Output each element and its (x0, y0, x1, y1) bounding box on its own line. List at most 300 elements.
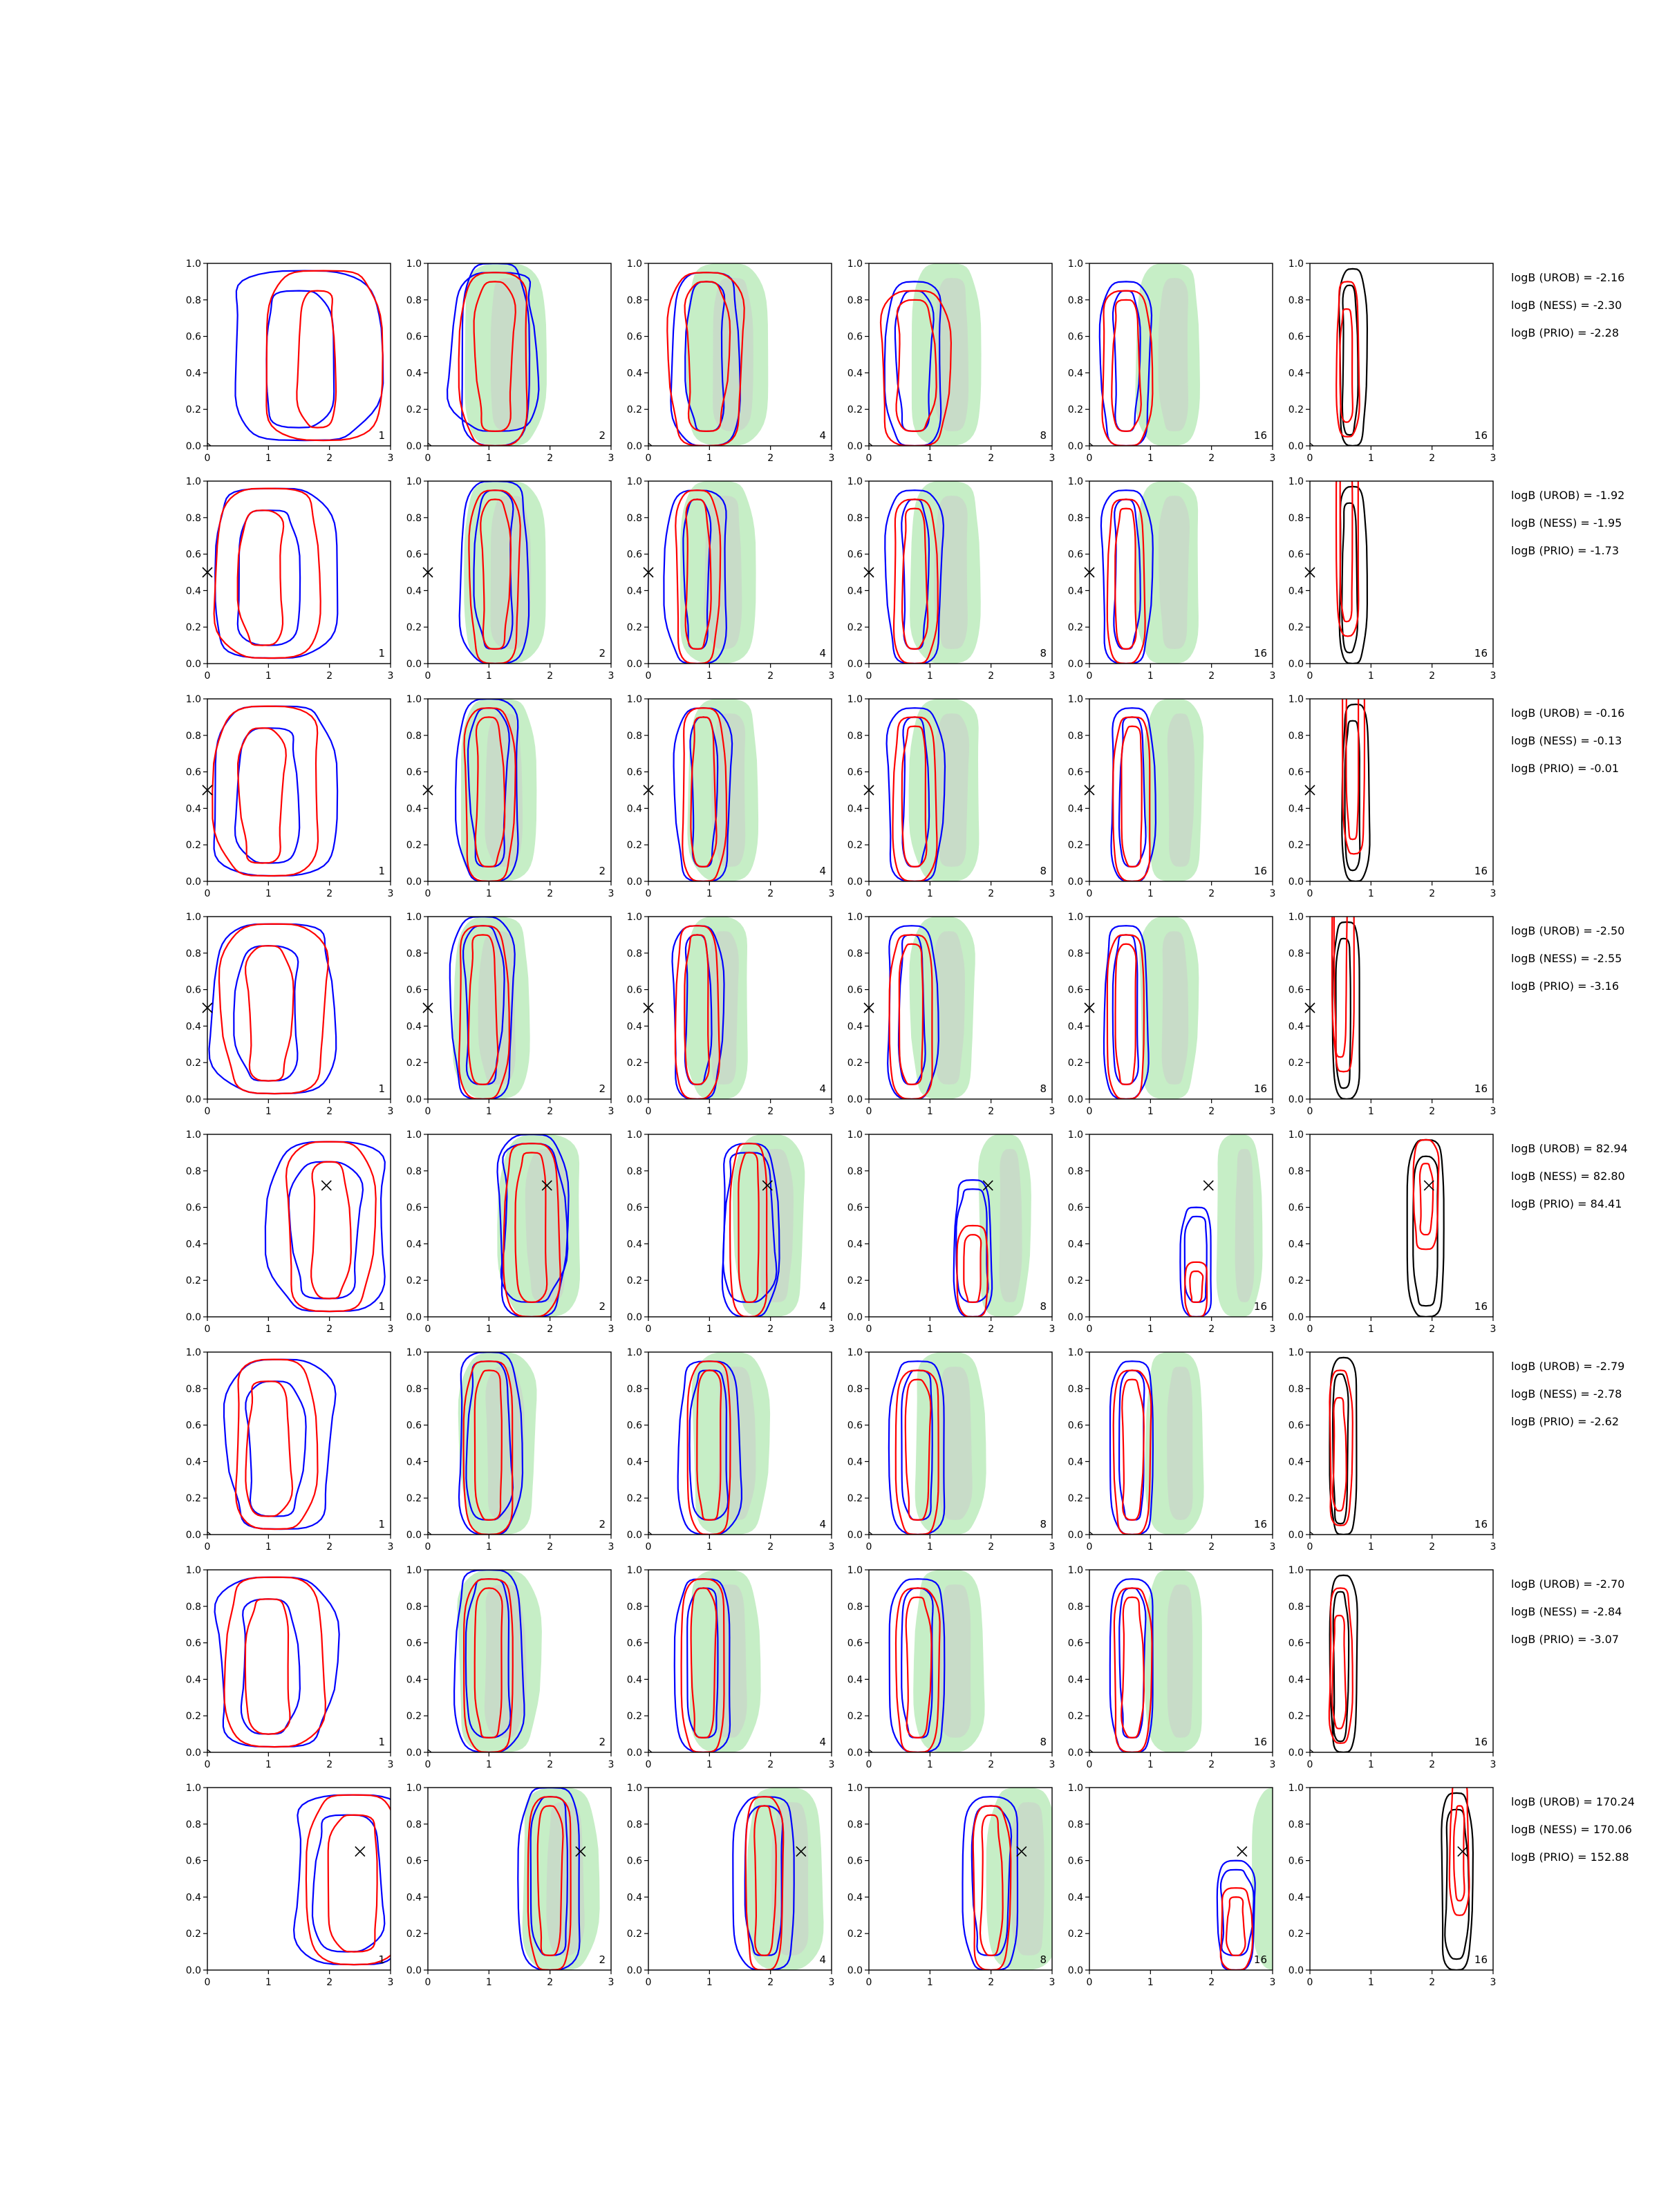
x-tick-label: 1 (1367, 453, 1374, 464)
y-tick-label: 0.6 (406, 767, 422, 778)
y-tick-label: 0.6 (1288, 1202, 1304, 1214)
x-tick-label: 2 (326, 1106, 333, 1117)
panel-label: 16 (1253, 865, 1267, 877)
y-tick-label: 1.0 (626, 694, 642, 705)
y-tick-label: 1.0 (406, 1565, 422, 1576)
panel-label: 16 (1474, 1300, 1488, 1313)
x-tick-label: 1 (1147, 1977, 1154, 1988)
y-tick-label: 0.6 (1288, 1638, 1304, 1649)
x-tick-label: 2 (1429, 1977, 1436, 1988)
y-tick-label: 0.0 (406, 659, 422, 670)
gray-prior-region (1159, 278, 1188, 431)
y-tick-label: 0.6 (626, 1420, 642, 1432)
x-tick-label: 3 (828, 1759, 835, 1770)
y-tick-label: 0.8 (185, 730, 201, 742)
y-tick-label: 0.6 (1067, 1420, 1083, 1432)
y-tick-label: 0.6 (406, 331, 422, 343)
y-tick-label: 0.8 (847, 294, 863, 306)
y-tick-label: 0.4 (185, 1674, 201, 1686)
y-tick-label: 1.0 (1067, 1130, 1083, 1141)
panel-label: 1 (378, 1736, 385, 1748)
x-tick-label: 3 (828, 1324, 835, 1335)
y-tick-label: 0.4 (1288, 368, 1304, 379)
y-tick-label: 0.2 (847, 1058, 863, 1069)
panel-label: 16 (1253, 647, 1267, 659)
y-tick-label: 0.6 (1288, 1855, 1304, 1867)
x-tick-label: 1 (265, 1324, 272, 1335)
y-tick-label: 0.6 (1067, 549, 1083, 561)
y-tick-label: 0.4 (1288, 803, 1304, 815)
y-tick-label: 1.0 (406, 1783, 422, 1794)
y-tick-label: 0.0 (185, 1965, 201, 1976)
x-tick-label: 0 (424, 453, 431, 464)
y-tick-label: 1.0 (1067, 259, 1083, 270)
y-tick-label: 0.6 (406, 549, 422, 561)
y-tick-label: 1.0 (1067, 1347, 1083, 1358)
y-tick-label: 0.8 (185, 512, 201, 524)
y-tick-label: 0.0 (406, 1965, 422, 1976)
gray-prior-region (1168, 1584, 1193, 1738)
x-tick-label: 0 (204, 1977, 211, 1988)
y-tick-label: 1.0 (185, 259, 201, 270)
y-tick-label: 0.2 (847, 1275, 863, 1287)
y-tick-label: 0.0 (406, 441, 422, 452)
x-tick-label: 3 (387, 453, 394, 464)
y-tick-label: 0.0 (185, 1747, 201, 1759)
x-tick-label: 2 (988, 1106, 995, 1117)
y-tick-label: 0.8 (1067, 1601, 1083, 1613)
panel-label: 1 (378, 1518, 385, 1530)
panel-label: 16 (1474, 1082, 1488, 1095)
y-tick-label: 1.0 (1067, 476, 1083, 487)
logb-value: logB (PRIO) = 152.88 (1511, 1850, 1629, 1864)
y-tick-label: 0.8 (1067, 1165, 1083, 1177)
y-tick-label: 0.6 (1288, 767, 1304, 778)
y-tick-label: 0.6 (1067, 1855, 1083, 1867)
logb-value: logB (UROB) = -2.50 (1511, 924, 1625, 937)
x-tick-label: 3 (1490, 671, 1497, 682)
x-tick-label: 2 (767, 1759, 774, 1770)
x-tick-label: 3 (1049, 1324, 1056, 1335)
y-tick-label: 1.0 (626, 259, 642, 270)
y-tick-label: 0.0 (406, 1094, 422, 1105)
x-tick-label: 2 (547, 671, 554, 682)
x-tick-label: 3 (1049, 1106, 1056, 1117)
y-tick-label: 0.8 (1288, 730, 1304, 742)
y-tick-label: 0.8 (406, 1819, 422, 1830)
x-tick-label: 0 (645, 1759, 652, 1770)
x-tick-label: 2 (326, 1324, 333, 1335)
x-tick-label: 2 (988, 1541, 995, 1553)
y-tick-label: 0.6 (847, 1855, 863, 1867)
y-tick-label: 0.8 (847, 948, 863, 959)
y-tick-label: 0.6 (185, 331, 201, 343)
y-tick-label: 0.6 (847, 1638, 863, 1649)
y-tick-label: 0.0 (847, 441, 863, 452)
y-tick-label: 0.6 (185, 549, 201, 561)
y-tick-label: 0.0 (626, 1094, 642, 1105)
y-tick-label: 1.0 (626, 1130, 642, 1141)
x-tick-label: 3 (608, 1977, 615, 1988)
x-tick-label: 1 (706, 1541, 713, 1553)
x-tick-label: 1 (1147, 1759, 1154, 1770)
y-tick-label: 0.8 (626, 730, 642, 742)
x-tick-label: 3 (1049, 453, 1056, 464)
y-tick-label: 1.0 (626, 1783, 642, 1794)
x-tick-label: 1 (1147, 453, 1154, 464)
x-tick-label: 2 (767, 1977, 774, 1988)
x-tick-label: 0 (1086, 1324, 1093, 1335)
x-tick-label: 1 (926, 1106, 933, 1117)
x-tick-label: 2 (988, 453, 995, 464)
y-tick-label: 0.2 (1288, 1929, 1304, 1940)
x-tick-label: 2 (767, 888, 774, 899)
plot-area (518, 1788, 599, 1970)
x-tick-label: 1 (926, 888, 933, 899)
logb-value: logB (NESS) = -1.95 (1511, 516, 1622, 529)
x-tick-label: 2 (1208, 671, 1215, 682)
y-tick-label: 1.0 (847, 1130, 863, 1141)
panel-label: 2 (599, 1736, 606, 1748)
y-tick-label: 0.2 (847, 1711, 863, 1723)
x-tick-label: 1 (926, 453, 933, 464)
y-tick-label: 0.0 (847, 659, 863, 670)
x-tick-label: 3 (1490, 1106, 1497, 1117)
y-tick-label: 0.8 (1288, 294, 1304, 306)
y-tick-label: 0.0 (626, 659, 642, 670)
y-tick-label: 0.2 (626, 840, 642, 852)
logb-value: logB (PRIO) = -3.16 (1511, 980, 1619, 993)
y-tick-label: 0.4 (406, 1892, 422, 1904)
y-tick-label: 0.0 (185, 441, 201, 452)
x-tick-label: 1 (1367, 888, 1374, 899)
y-tick-label: 1.0 (185, 694, 201, 705)
y-tick-label: 0.2 (406, 404, 422, 416)
y-tick-label: 1.0 (406, 1130, 422, 1141)
y-tick-label: 0.6 (847, 1420, 863, 1432)
logb-value: logB (NESS) = -2.55 (1511, 952, 1622, 965)
y-tick-label: 0.8 (1288, 1601, 1304, 1613)
x-tick-label: 0 (1306, 1324, 1313, 1335)
y-tick-label: 0.8 (185, 294, 201, 306)
x-tick-label: 3 (608, 888, 615, 899)
x-tick-label: 0 (204, 1759, 211, 1770)
y-tick-label: 0.0 (1067, 1747, 1083, 1759)
x-tick-label: 2 (988, 1977, 995, 1988)
x-tick-label: 2 (767, 1324, 774, 1335)
x-tick-label: 0 (424, 1977, 431, 1988)
y-tick-label: 0.6 (626, 549, 642, 561)
y-tick-label: 0.4 (1288, 1674, 1304, 1686)
x-tick-label: 3 (1490, 888, 1497, 899)
y-tick-label: 0.4 (1288, 1456, 1304, 1468)
y-tick-label: 0.2 (626, 622, 642, 634)
x-tick-label: 0 (424, 888, 431, 899)
gray-prior-region (771, 1802, 809, 1956)
x-tick-label: 0 (865, 1324, 872, 1335)
y-tick-label: 0.0 (1288, 659, 1304, 670)
x-tick-label: 1 (265, 453, 272, 464)
y-tick-label: 0.6 (185, 1202, 201, 1214)
plot-area (664, 481, 756, 664)
gray-prior-region (713, 278, 753, 431)
logb-value: logB (NESS) = -0.13 (1511, 734, 1622, 747)
y-tick-label: 0.4 (847, 585, 863, 597)
y-tick-label: 0.8 (406, 1383, 422, 1395)
panel-label: 8 (1040, 1082, 1047, 1095)
y-tick-label: 0.0 (185, 877, 201, 888)
y-tick-label: 1.0 (185, 1783, 201, 1794)
y-tick-label: 0.0 (626, 1312, 642, 1323)
y-tick-label: 0.0 (1067, 877, 1083, 888)
y-tick-label: 1.0 (1288, 1130, 1304, 1141)
y-tick-label: 0.0 (847, 1965, 863, 1976)
y-tick-label: 0.8 (1288, 1383, 1304, 1395)
y-tick-label: 0.4 (406, 368, 422, 379)
x-tick-label: 2 (1429, 1541, 1436, 1553)
x-tick-label: 2 (326, 888, 333, 899)
y-tick-label: 0.4 (406, 1674, 422, 1686)
logb-value: logB (UROB) = 170.24 (1511, 1795, 1635, 1808)
x-tick-label: 2 (1429, 888, 1436, 899)
y-tick-label: 1.0 (1288, 476, 1304, 487)
x-tick-label: 1 (265, 1106, 272, 1117)
x-tick-label: 1 (1367, 1977, 1374, 1988)
y-tick-label: 0.4 (626, 368, 642, 379)
panel-label: 2 (599, 1082, 606, 1095)
y-tick-label: 0.4 (1288, 1239, 1304, 1250)
y-tick-label: 1.0 (626, 476, 642, 487)
panel-label: 16 (1474, 865, 1488, 877)
x-tick-label: 3 (1049, 671, 1056, 682)
y-tick-label: 0.4 (626, 1239, 642, 1250)
x-tick-label: 1 (1147, 671, 1154, 682)
y-tick-label: 0.6 (626, 331, 642, 343)
y-tick-label: 0.2 (1288, 1711, 1304, 1723)
x-tick-label: 0 (1306, 888, 1313, 899)
y-tick-label: 0.6 (626, 984, 642, 996)
y-tick-label: 0.6 (1288, 549, 1304, 561)
x-tick-label: 0 (645, 888, 652, 899)
x-tick-label: 1 (1367, 1541, 1374, 1553)
y-tick-label: 0.6 (626, 1202, 642, 1214)
y-tick-label: 0.8 (1067, 730, 1083, 742)
x-tick-label: 1 (1367, 1324, 1374, 1335)
y-tick-label: 0.2 (1067, 1493, 1083, 1505)
y-tick-label: 0.4 (185, 803, 201, 815)
y-tick-label: 0.0 (626, 1747, 642, 1759)
x-tick-label: 0 (204, 1324, 211, 1335)
y-tick-label: 1.0 (1067, 1783, 1083, 1794)
x-tick-label: 3 (1269, 1324, 1276, 1335)
gray-prior-region (1235, 1149, 1255, 1302)
x-tick-label: 2 (1208, 1106, 1215, 1117)
panel-label: 8 (1040, 1300, 1047, 1313)
y-tick-label: 0.8 (626, 294, 642, 306)
panel-label: 1 (378, 647, 385, 659)
y-tick-label: 0.0 (626, 441, 642, 452)
panel-label: 16 (1474, 1518, 1488, 1530)
y-tick-label: 0.8 (1067, 1383, 1083, 1395)
y-tick-label: 0.0 (626, 877, 642, 888)
y-tick-label: 0.6 (626, 1855, 642, 1867)
y-tick-label: 0.6 (1067, 767, 1083, 778)
y-tick-label: 0.2 (406, 840, 422, 852)
y-tick-label: 0.6 (185, 767, 201, 778)
y-tick-label: 0.4 (1067, 1674, 1083, 1686)
panel-label: 2 (599, 429, 606, 442)
y-tick-label: 0.4 (626, 803, 642, 815)
x-tick-label: 3 (1490, 1759, 1497, 1770)
y-tick-label: 0.4 (626, 585, 642, 597)
y-tick-label: 0.8 (1067, 1819, 1083, 1830)
y-tick-label: 0.2 (847, 840, 863, 852)
gray-prior-region (1000, 1149, 1022, 1302)
y-tick-label: 0.8 (847, 1819, 863, 1830)
x-tick-label: 2 (1208, 1759, 1215, 1770)
x-tick-label: 1 (706, 1977, 713, 1988)
y-tick-label: 0.4 (847, 368, 863, 379)
x-tick-label: 1 (1147, 888, 1154, 899)
y-tick-label: 1.0 (1288, 1783, 1304, 1794)
y-tick-label: 0.2 (185, 1275, 201, 1287)
x-tick-label: 0 (865, 888, 872, 899)
panel-label: 1 (378, 429, 385, 442)
x-tick-label: 2 (547, 453, 554, 464)
plot-area (454, 1570, 542, 1752)
plot-area (497, 1134, 580, 1317)
logb-value: logB (NESS) = -2.78 (1511, 1387, 1622, 1400)
y-tick-label: 0.8 (185, 1601, 201, 1613)
x-tick-label: 1 (1367, 1759, 1374, 1770)
x-tick-label: 3 (387, 1324, 394, 1335)
panel-label: 8 (1040, 865, 1047, 877)
x-tick-label: 2 (547, 1759, 554, 1770)
logb-value: logB (UROB) = 82.94 (1511, 1142, 1628, 1155)
y-tick-label: 0.0 (406, 877, 422, 888)
y-tick-label: 0.6 (1067, 1202, 1083, 1214)
x-tick-label: 3 (387, 1977, 394, 1988)
x-tick-label: 0 (1306, 1977, 1313, 1988)
logb-value: logB (PRIO) = -2.28 (1511, 326, 1619, 339)
x-tick-label: 3 (1269, 1977, 1276, 1988)
y-tick-label: 0.2 (626, 1929, 642, 1940)
y-tick-label: 0.6 (847, 549, 863, 561)
x-tick-label: 1 (485, 1977, 492, 1988)
y-tick-label: 0.8 (406, 512, 422, 524)
y-tick-label: 0.4 (1067, 1456, 1083, 1468)
x-tick-label: 2 (767, 1106, 774, 1117)
y-tick-label: 0.0 (1067, 1094, 1083, 1105)
x-tick-label: 3 (608, 1324, 615, 1335)
y-tick-label: 0.6 (1288, 331, 1304, 343)
y-tick-label: 0.0 (1288, 1747, 1304, 1759)
gray-prior-region (485, 1367, 524, 1520)
y-tick-label: 0.8 (406, 948, 422, 959)
y-tick-label: 1.0 (185, 912, 201, 923)
x-tick-label: 3 (1269, 1759, 1276, 1770)
x-tick-label: 2 (1208, 888, 1215, 899)
logb-value: logB (UROB) = -0.16 (1511, 706, 1625, 720)
x-tick-label: 1 (485, 1106, 492, 1117)
y-tick-label: 0.2 (626, 1058, 642, 1069)
logb-value: logB (NESS) = -2.30 (1511, 299, 1622, 312)
x-tick-label: 2 (767, 671, 774, 682)
x-tick-label: 1 (706, 1324, 713, 1335)
logb-value: logB (PRIO) = -2.62 (1511, 1415, 1619, 1428)
x-tick-label: 2 (767, 1541, 774, 1553)
x-tick-label: 2 (1429, 671, 1436, 682)
plot-area (1101, 481, 1199, 664)
plot-area (450, 917, 530, 1099)
panel-label: 16 (1253, 1736, 1267, 1748)
x-tick-label: 2 (547, 1977, 554, 1988)
y-tick-label: 0.0 (626, 1530, 642, 1541)
x-tick-label: 2 (1208, 1977, 1215, 1988)
y-tick-label: 0.4 (626, 1674, 642, 1686)
x-tick-label: 3 (1049, 1759, 1056, 1770)
x-tick-label: 0 (865, 1106, 872, 1117)
x-tick-label: 2 (988, 1759, 995, 1770)
y-tick-label: 0.4 (847, 1456, 863, 1468)
y-tick-label: 0.2 (185, 840, 201, 852)
y-tick-label: 0.0 (1067, 1965, 1083, 1976)
y-tick-label: 0.0 (626, 1965, 642, 1976)
y-tick-label: 1.0 (626, 1347, 642, 1358)
y-tick-label: 1.0 (626, 1565, 642, 1576)
panel-label: 8 (1040, 1518, 1047, 1530)
y-tick-label: 0.0 (1288, 1312, 1304, 1323)
y-tick-label: 0.2 (626, 1493, 642, 1505)
panel-label: 4 (819, 1518, 826, 1530)
y-tick-label: 0.0 (1067, 1530, 1083, 1541)
panel-label: 16 (1474, 1953, 1488, 1966)
y-tick-label: 0.2 (1067, 1275, 1083, 1287)
y-tick-label: 0.0 (847, 877, 863, 888)
y-tick-label: 0.6 (1067, 984, 1083, 996)
x-tick-label: 3 (1269, 1106, 1276, 1117)
y-tick-label: 0.4 (847, 803, 863, 815)
x-tick-label: 0 (1086, 671, 1093, 682)
x-tick-label: 0 (204, 1541, 211, 1553)
y-tick-label: 0.4 (847, 1239, 863, 1250)
y-tick-label: 1.0 (1288, 1565, 1304, 1576)
x-tick-label: 2 (988, 888, 995, 899)
x-tick-label: 1 (265, 1759, 272, 1770)
y-tick-label: 0.8 (1288, 512, 1304, 524)
panel-label: 4 (819, 1736, 826, 1748)
gray-prior-region (1162, 931, 1189, 1085)
y-tick-label: 0.6 (847, 1202, 863, 1214)
y-tick-label: 0.8 (185, 1383, 201, 1395)
panel-label: 8 (1040, 1736, 1047, 1748)
x-tick-label: 0 (204, 1106, 211, 1117)
y-tick-label: 0.4 (406, 1021, 422, 1033)
y-tick-label: 0.4 (185, 1892, 201, 1904)
x-tick-label: 0 (424, 1106, 431, 1117)
y-tick-label: 0.2 (185, 404, 201, 416)
logb-value: logB (PRIO) = -3.07 (1511, 1633, 1619, 1646)
panel-label: 2 (599, 1300, 606, 1313)
x-tick-label: 3 (1049, 1977, 1056, 1988)
x-tick-label: 0 (424, 671, 431, 682)
y-tick-label: 1.0 (847, 476, 863, 487)
y-tick-label: 0.4 (1067, 803, 1083, 815)
x-tick-label: 3 (828, 671, 835, 682)
y-tick-label: 0.8 (847, 1165, 863, 1177)
y-tick-label: 0.8 (185, 948, 201, 959)
y-tick-label: 0.0 (185, 1312, 201, 1323)
